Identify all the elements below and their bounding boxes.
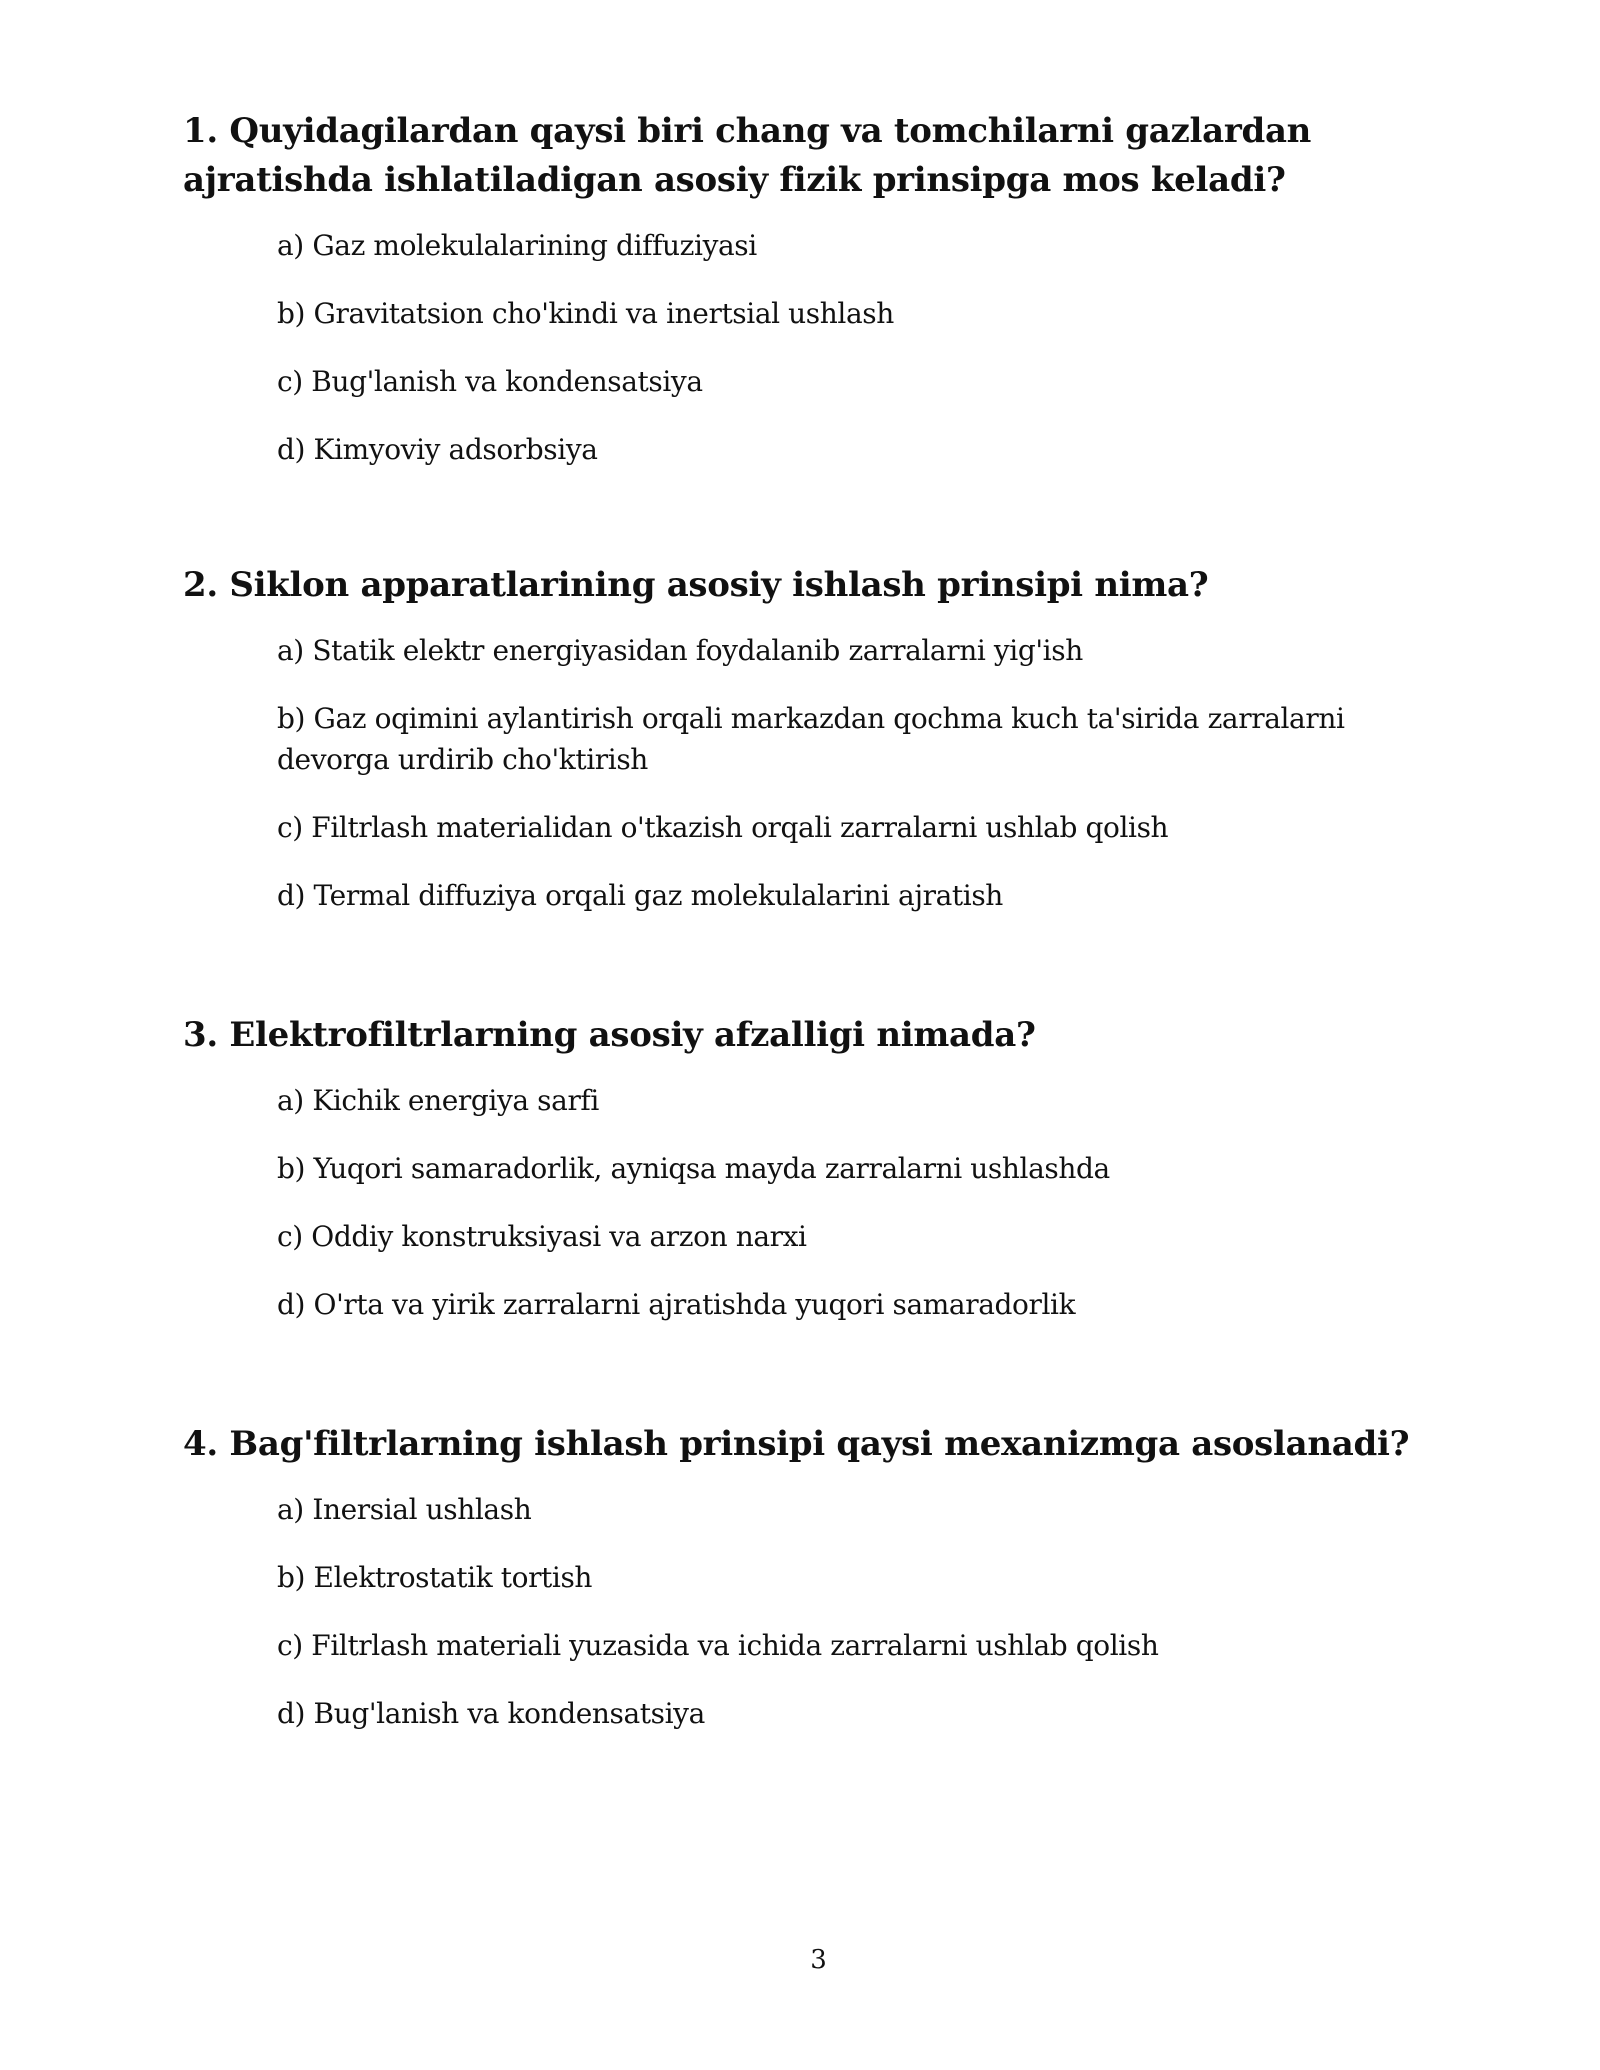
question-1 (183, 107, 1423, 470)
question-1-option-b: b) Gravitatsion cho'kindi va inertsial ushlash (277, 297, 894, 330)
question-1-option-d: d) Kimyoviy adsorbsiya (277, 433, 598, 466)
question-3-option-a: a) Kichik energiya sarfi (277, 1084, 599, 1117)
question-2-option-b: b) Gaz oqimini aylantirish orqali markazdan qochma kuch ta'sirida zarralarni devorga urdirib cho'ktirish (277, 702, 1345, 776)
question-4-option-d: d) Bug'lanish va kondensatsiya (277, 1697, 705, 1730)
question-3 (183, 1011, 1423, 1325)
question-2 (183, 561, 1423, 916)
question-4-option-c: c) Filtrlash materiali yuzasida va ichida zarralarni ushlab qolish (277, 1629, 1159, 1662)
question-1-option-c: c) Bug'lanish va kondensatsiya (277, 365, 703, 398)
question-1-title: 1. Quyidagilardan qaysi biri chang va tomchilarni gazlardan ajratishda ishlatiladigan asosiy fizik prinsipga mos keladi? (183, 111, 1312, 200)
question-3-title: 3. Elektrofiltrlarning asosiy afzalligi nimada? (183, 1015, 1036, 1055)
question-4 (183, 1420, 1423, 1734)
question-1-option-a: a) Gaz molekulalarining diffuziyasi (277, 229, 757, 262)
question-2-option-d: d) Termal diffuziya orqali gaz molekulalarini ajratish (277, 879, 1003, 912)
question-4-options (183, 1489, 1423, 1734)
question-2-title: 2. Siklon apparatlarining asosiy ishlash prinsipi nima? (183, 565, 1209, 605)
question-4-title: 4. Bag'filtrlarning ishlash prinsipi qaysi mexanizmga asoslanadi? (183, 1424, 1410, 1464)
question-2-options (183, 630, 1423, 916)
question-3-option-d: d) O'rta va yirik zarralarni ajratishda yuqori samaradorlik (277, 1288, 1076, 1321)
question-2-option-a: a) Statik elektr energiyasidan foydalanib zarralarni yig'ish (277, 634, 1083, 667)
question-1-options (183, 225, 1423, 470)
question-3-options (183, 1080, 1423, 1325)
question-3-option-c: c) Oddiy konstruksiyasi va arzon narxi (277, 1220, 807, 1253)
question-4-option-a: a) Inersial ushlash (277, 1493, 532, 1526)
question-2-option-c: c) Filtrlash materialidan o'tkazish orqali zarralarni ushlab qolish (277, 811, 1169, 844)
question-4-option-b: b) Elektrostatik tortish (277, 1561, 593, 1594)
question-3-option-b: b) Yuqori samaradorlik, ayniqsa mayda zarralarni ushlashda (277, 1152, 1110, 1185)
page-number: 3 (810, 1945, 827, 1975)
